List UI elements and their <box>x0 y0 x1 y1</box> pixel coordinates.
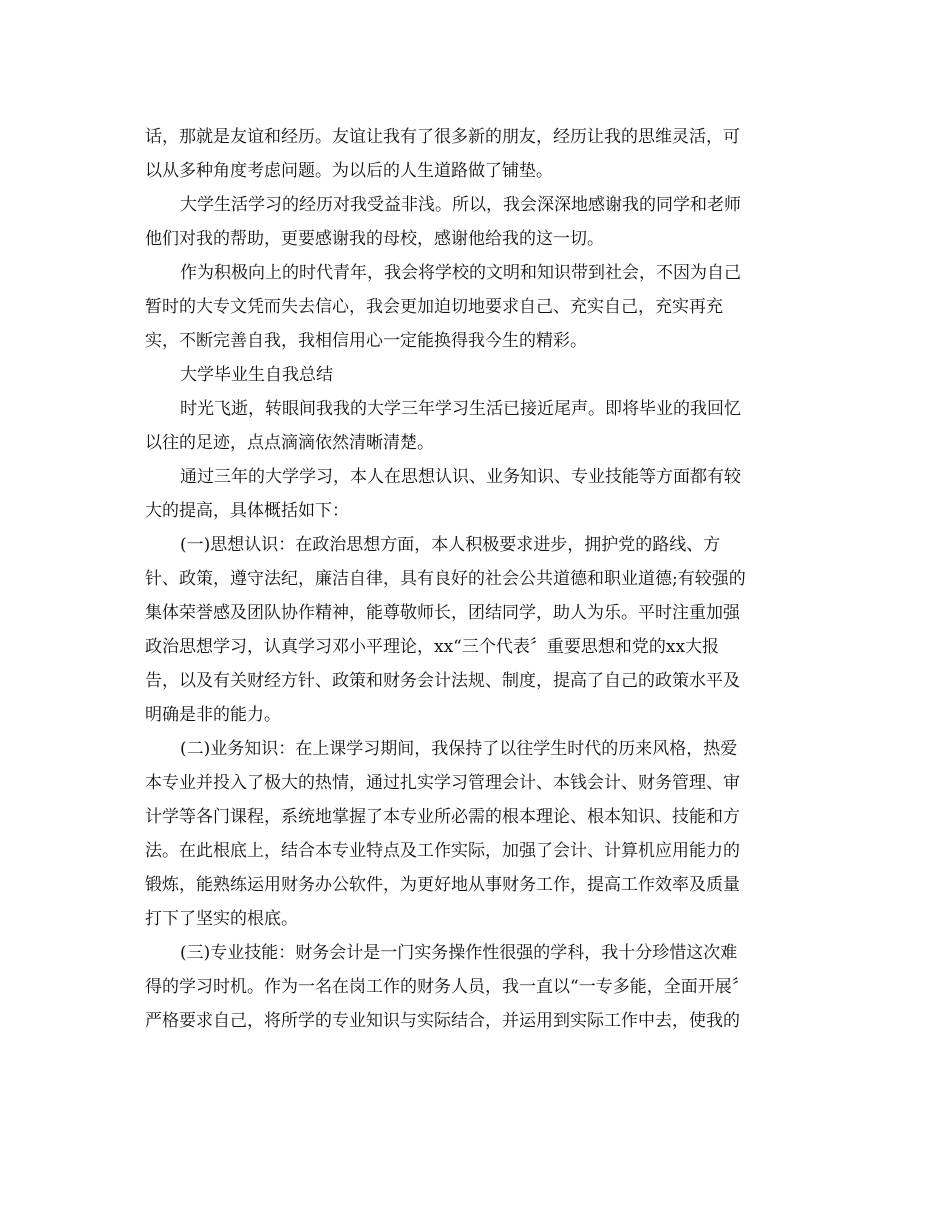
text-line: 打下了坚实的根底。 <box>145 909 298 929</box>
text-line: 明确是非的能力。 <box>145 705 281 725</box>
text-line: 以往的足迹，点点滴滴依然清晰清楚。 <box>145 433 434 453</box>
text-line: 得的学习时机。作为一名在岗工作的财务人员，我一直以“一专多能，全面开展〞 <box>145 977 749 997</box>
text-line: 本专业并投入了极大的热情，通过扎实学习管理会计、本钱会计、财务管理、审 <box>145 773 740 793</box>
text-line: 实，不断完善自我，我相信用心一定能换得我今生的精彩。 <box>145 331 587 351</box>
section-heading: 大学毕业生自我总结 <box>180 365 333 385</box>
text-line: 暂时的大专文凭而失去信心，我会更加迫切地要求自己、充实自己，充实再充 <box>145 297 723 317</box>
paragraph-start: 作为积极向上的时代青年，我会将学校的文明和知识带到社会，不因为自己 <box>180 263 741 283</box>
text-line: 法。在此根底上，结合本专业特点及工作实际，加强了会计、计算机应用能力的 <box>145 841 740 861</box>
text-line: 针、政策，遵守法纪，廉洁自律，具有良好的社会公共道德和职业道德;有较强的 <box>145 569 746 589</box>
text-line: 锻炼，能熟练运用财务办公软件，为更好地从事财务工作，提高工作效率及质量 <box>145 875 740 895</box>
document-page <box>145 128 805 1046</box>
paragraph-start: (三)专业技能：财务会计是一门实务操作性很强的学科，我十分珍惜这次难 <box>180 943 738 963</box>
text-line: 话，那就是友谊和经历。友谊让我有了很多新的朋友，经历让我的思维灵活，可 <box>145 127 740 147</box>
paragraph-start: (一)思想认识：在政治思想方面，本人积极要求进步，拥护党的路线、方 <box>180 535 721 555</box>
paragraph-start: 大学生活学习的经历对我受益非浅。所以，我会深深地感谢我的同学和老师 <box>180 195 741 215</box>
text-line: 政治思想学习，认真学习邓小平理论，xx“三个代表〞重要思想和党的xx大报 <box>145 637 720 657</box>
paragraph-start: 通过三年的大学学习，本人在思想认识、业务知识、专业技能等方面都有较 <box>180 467 741 487</box>
text-line: 他们对我的帮助，更要感谢我的母校，感谢他给我的这一切。 <box>145 229 604 249</box>
paragraph-start: 时光飞逝，转眼间我我的大学三年学习生活已接近尾声。即将毕业的我回忆 <box>180 399 741 419</box>
text-line: 严格要求自己，将所学的专业知识与实际结合，并运用到实际工作中去，使我的 <box>145 1011 740 1031</box>
paragraph-start: (二)业务知识：在上课学习期间，我保持了以往学生时代的历来风格，热爱 <box>180 739 738 759</box>
text-line: 计学等各门课程，系统地掌握了本专业所必需的根本理论、根本知识、技能和方 <box>145 807 740 827</box>
text-line: 大的提高，具体概括如下： <box>145 501 349 521</box>
text-line: 集体荣誉感及团队协作精神，能尊敬师长，团结同学，助人为乐。平时注重加强 <box>145 603 740 623</box>
text-line: 以从多种角度考虑问题。为以后的人生道路做了铺垫。 <box>145 161 553 181</box>
text-line: 告，以及有关财经方针、政策和财务会计法规、制度，提高了自己的政策水平及 <box>145 671 740 691</box>
